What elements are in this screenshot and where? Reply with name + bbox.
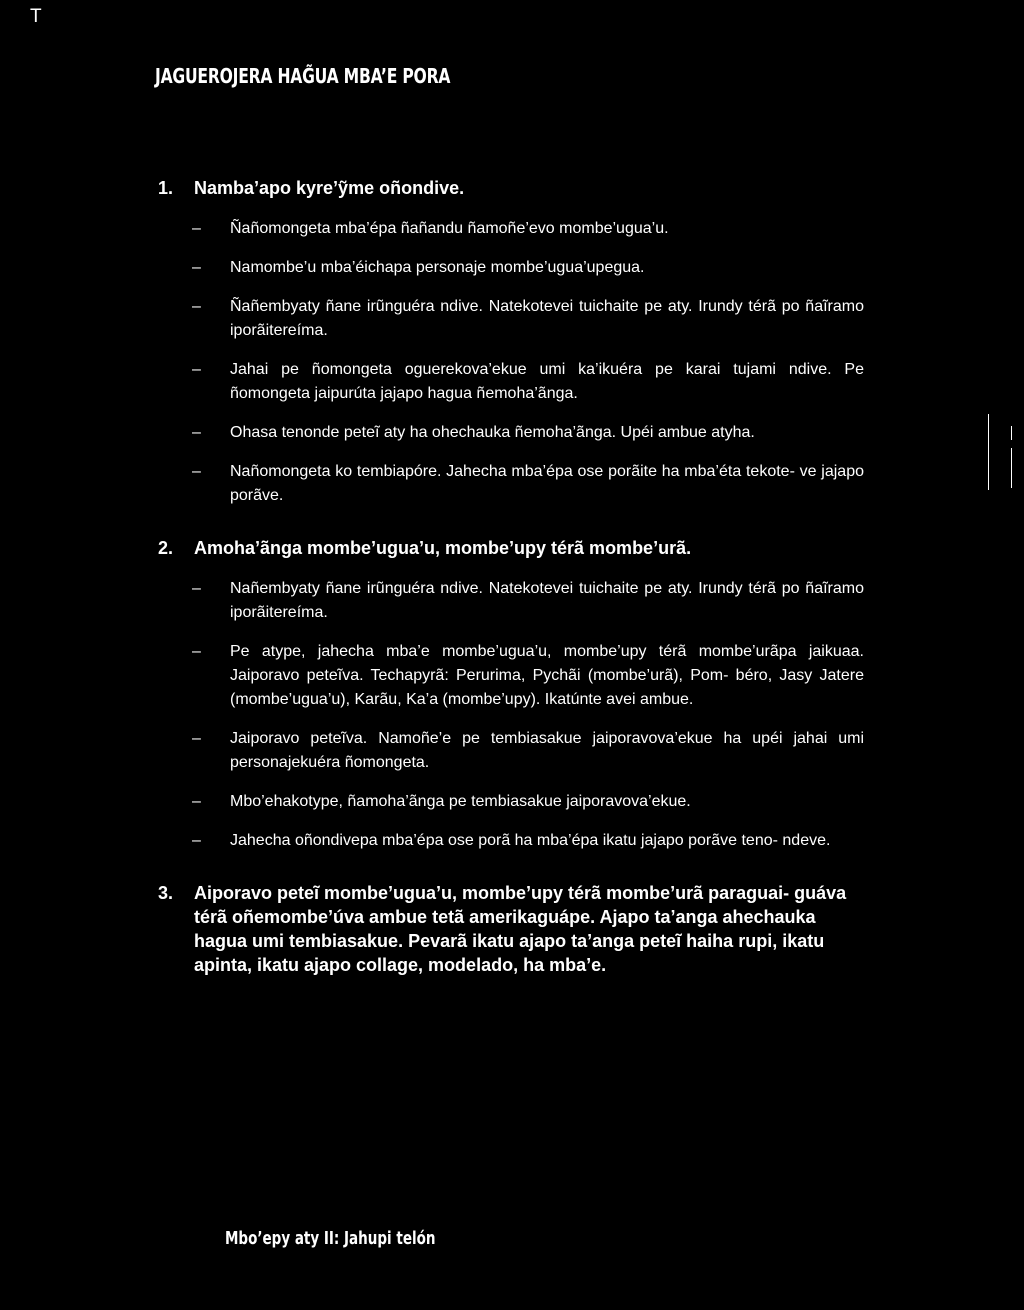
list-item bbox=[158, 421, 864, 445]
dash-marker: – bbox=[192, 424, 201, 441]
dash-marker: – bbox=[192, 361, 201, 378]
list-item-text: Ohasa tenonde peteĩ aty ha ohechauka ñemoha’ãnga. Upéi ambue atyha. bbox=[230, 424, 755, 441]
list-item-text: Namombe’u mba’éichapa personaje mombe’ugua’upegua. bbox=[230, 259, 645, 276]
list-item bbox=[158, 217, 864, 241]
section-heading-text: Aiporavo peteĩ mombe’ugua’u, mombe’upy térã mombe’urã paraguai- guáva térã oñemombe’úva ambue tetã amerikaguápe. Ajapo ta’anga ahechauka hagua umi tembiasakue. Pevarã ikatu ajapo ta’anga peteĩ haiha rupi, ikatu apinta, ikatu ajapo collage, modelado, ha mba’e. bbox=[194, 883, 847, 975]
crop-mark bbox=[1011, 426, 1012, 440]
section-heading-1 bbox=[158, 176, 864, 200]
dash-marker: – bbox=[192, 643, 201, 660]
dash-marker: – bbox=[192, 730, 201, 747]
section-heading-3 bbox=[158, 881, 864, 977]
list-item-text: Nañomongeta ko tembiapóre. Jahecha mba’épa ose porãite ha mba’éta tekote- ve jajapo porãve. bbox=[230, 463, 864, 504]
list-item-text: Ñañomongeta mba’épa ñañandu ñamoñe’evo mombe’ugua’u. bbox=[230, 220, 669, 237]
section-1-list bbox=[158, 217, 864, 508]
section-number: 3. bbox=[158, 883, 174, 903]
section-number: 2. bbox=[158, 538, 174, 558]
list-item bbox=[158, 358, 864, 406]
page-header: JAGUEROJERA HAG̃UA MBA’E PORA bbox=[155, 64, 451, 88]
crop-mark bbox=[988, 414, 989, 490]
dash-marker: – bbox=[192, 463, 201, 480]
list-item bbox=[158, 577, 864, 625]
list-item bbox=[158, 829, 864, 853]
list-item bbox=[158, 790, 864, 814]
content-body bbox=[158, 176, 864, 977]
list-item bbox=[158, 460, 864, 508]
list-item bbox=[158, 727, 864, 775]
list-item bbox=[158, 256, 864, 280]
list-item-text: Nañembyaty ñane irũnguéra ndive. Natekotevei tuichaite pe aty. Irundy térã po ñaĩramo iporãitereíma. bbox=[230, 580, 864, 621]
dash-marker: – bbox=[192, 793, 201, 810]
list-item-text: Mbo’ehakotype, ñamoha’ãnga pe tembiasakue jaiporavova’ekue. bbox=[230, 793, 691, 810]
section-number: 1. bbox=[158, 178, 174, 198]
section-heading-2 bbox=[158, 536, 864, 560]
section-heading-text: Amoha’ãnga mombe’ugua’u, mombe’upy térã mombe’urã. bbox=[194, 538, 692, 558]
list-item-text: Jahai pe ñomongeta oguerekova’ekue umi ka’ikuéra pe karai tujami ndive. Pe ñomongeta jaipurúta jajapo hagua ñemoha’ãnga. bbox=[230, 361, 864, 402]
dash-marker: – bbox=[192, 259, 201, 276]
list-item-text: Jaiporavo peteĩva. Namoñe’e pe tembiasakue jaiporavova’ekue ha upéi jahai umi personajekuéra ñomongeta. bbox=[230, 730, 864, 771]
section-2-list bbox=[158, 577, 864, 853]
list-item bbox=[158, 640, 864, 712]
dash-marker: – bbox=[192, 832, 201, 849]
section-heading-text: Namba’apo kyre’ỹme oñondive. bbox=[194, 178, 465, 198]
page-footer: Mbo’epy aty II: Jahupi telón bbox=[225, 1228, 436, 1249]
dash-marker: – bbox=[192, 220, 201, 237]
list-item bbox=[158, 295, 864, 343]
dash-marker: – bbox=[192, 580, 201, 597]
corner-mark: T bbox=[30, 6, 42, 27]
list-item-text: Ñañembyaty ñane irũnguéra ndive. Natekotevei tuichaite pe aty. Irundy térã po ñaĩramo iporãitereíma. bbox=[230, 298, 864, 339]
list-item-text: Jahecha oñondivepa mba’épa ose porã ha mba’épa ikatu jajapo porãve teno- ndeve. bbox=[230, 832, 831, 849]
dash-marker: – bbox=[192, 298, 201, 315]
list-item-text: Pe atype, jahecha mba’e mombe’ugua’u, mombe’upy térã mombe’urãpa jaikuaa. Jaiporavo peteĩva. Techapyrã: Perurima, Pychãi (mombe’urã), Pom- béro, Jasy Jatere (mombe’ugua’u), Karãu, Ka’a (mombe’upy). Ikatúnte avei ambue. bbox=[230, 643, 864, 708]
crop-mark bbox=[1011, 448, 1012, 488]
